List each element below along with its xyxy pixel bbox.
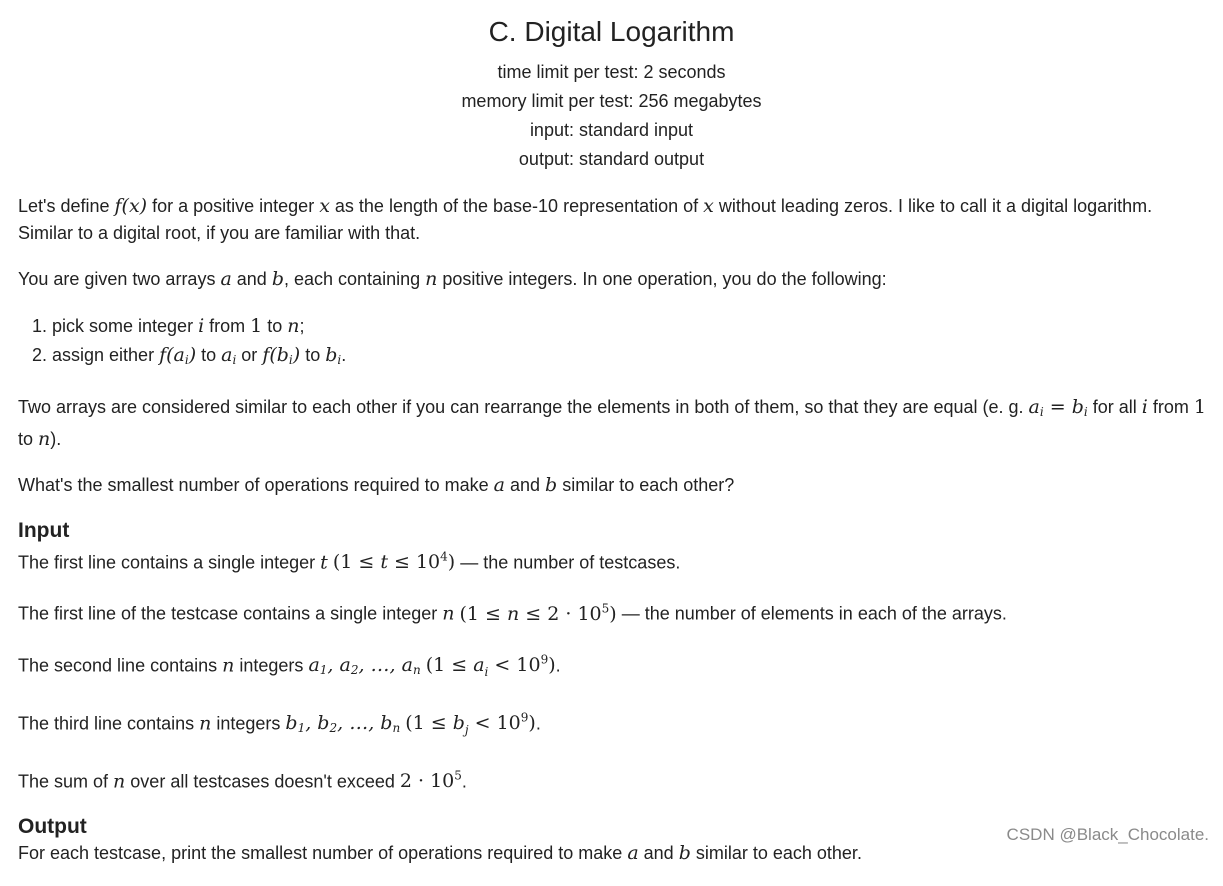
problem-header (0, 14, 1223, 174)
math-expr: $f(b_i)$ (262, 344, 301, 367)
statement-paragraph: You are given two arrays a and b, each containing n positive integers. In one operation, you do the following: (18, 268, 887, 290)
math-expr: $(1 \le a_i < 10^9)$ (425, 652, 556, 679)
math-expr: 1 (250, 315, 263, 337)
output-section-title: Output (18, 815, 87, 839)
math-expr: $b_i$ (325, 344, 342, 367)
math-expr: t (320, 551, 328, 574)
math-expr: b (545, 474, 558, 496)
input-line: The sum of n over all testcases doesn't exceed $2 \cdot 10^5$. (18, 768, 467, 793)
input-section-title: Input (18, 519, 70, 542)
input-line: The first line of the testcase contains a single integer n $(1 \le n \le 2 \cdot 10^5)$ — the number of elements in each of the arrays. (18, 601, 1007, 625)
math-expr: b (271, 268, 284, 290)
problem-title: C. Digital Logarithm (488, 16, 735, 47)
math-expr: n (113, 770, 126, 793)
input-line: The second line contains n integers $a_1$, $a_2$, …, $a_n$ $(1 \le a_i < 10^9)$. (18, 652, 561, 679)
math-expr: i (198, 315, 205, 337)
math-expr: $a_1$, $a_2$, …, $a_n$ (308, 653, 421, 677)
time-limit: time limit per test: 2 seconds (497, 62, 726, 82)
memory-limit: memory limit per test: 256 megabytes (461, 91, 762, 111)
math-expr: i (1141, 396, 1148, 418)
input-line: The third line contains n integers $b_1$, $b_2$, …, $b_n$ $(1 \le b_j < 10^9)$. (18, 710, 541, 737)
statement-paragraph: Let's define f(x) for a positive integer x as the length of the base-10 representation of x without leading zeros. I like to call it a digital logarithm. Similar to a digital root, if you are familiar with that. (18, 195, 1153, 243)
math-expr: $a_i = b_i$ (1028, 396, 1088, 419)
math-expr: n (199, 712, 212, 735)
problem-statement (18, 193, 1208, 886)
math-expr: $(1 \le n \le 2 \cdot 10^5)$ (459, 601, 617, 625)
math-expr: f(x) (114, 195, 148, 217)
math-expr: x (319, 195, 330, 217)
math-expr: n (287, 315, 300, 337)
input-spec: input: standard input (529, 120, 694, 140)
math-expr: x (703, 195, 714, 217)
math-expr: b (678, 842, 691, 865)
statement-paragraph: Two arrays are considered similar to each other if you can rearrange the elements in both of them, so that they are equal (e. g. $a_i = b_i$ for all i from 1 to n). (18, 396, 1206, 450)
math-expr: $f(a_i)$ (159, 344, 197, 367)
output-spec: output: standard output (518, 149, 705, 169)
math-expr: n (425, 268, 438, 290)
math-expr: $a_i$ (221, 344, 237, 367)
math-expr: $2 \cdot 10^5$ (399, 768, 462, 793)
list-item: 1. pick some integer i from 1 to n; (52, 312, 1208, 341)
math-expr: a (220, 268, 232, 290)
operation-list (18, 312, 1208, 375)
watermark: CSDN @Black_Chocolate. (1006, 825, 1209, 844)
output-line: For each testcase, print the smallest number of operations required to make a and b similar to each other. (18, 842, 862, 865)
math-expr: n (222, 653, 235, 676)
math-expr: $(1 \le t \le 10^4)$ (332, 550, 456, 574)
math-expr: $(1 \le b_j < 10^9)$ (405, 710, 536, 737)
statement-paragraph: What's the smallest number of operations required to make a and b similar to each other? (18, 474, 735, 496)
math-expr: n (442, 602, 455, 625)
math-expr: $b_1$, $b_2$, …, $b_n$ (285, 712, 401, 736)
math-expr: a (627, 842, 639, 865)
list-item: 2. assign either $f(a_i)$ to $a_i$ or $f(b_i)$ to $b_i$. (52, 341, 1208, 375)
math-expr: n (38, 428, 51, 450)
input-line: The first line contains a single integer t $(1 \le t \le 10^4)$ — the number of testcases. (18, 550, 681, 574)
math-expr: 1 (1193, 396, 1206, 418)
math-expr: a (493, 474, 505, 496)
